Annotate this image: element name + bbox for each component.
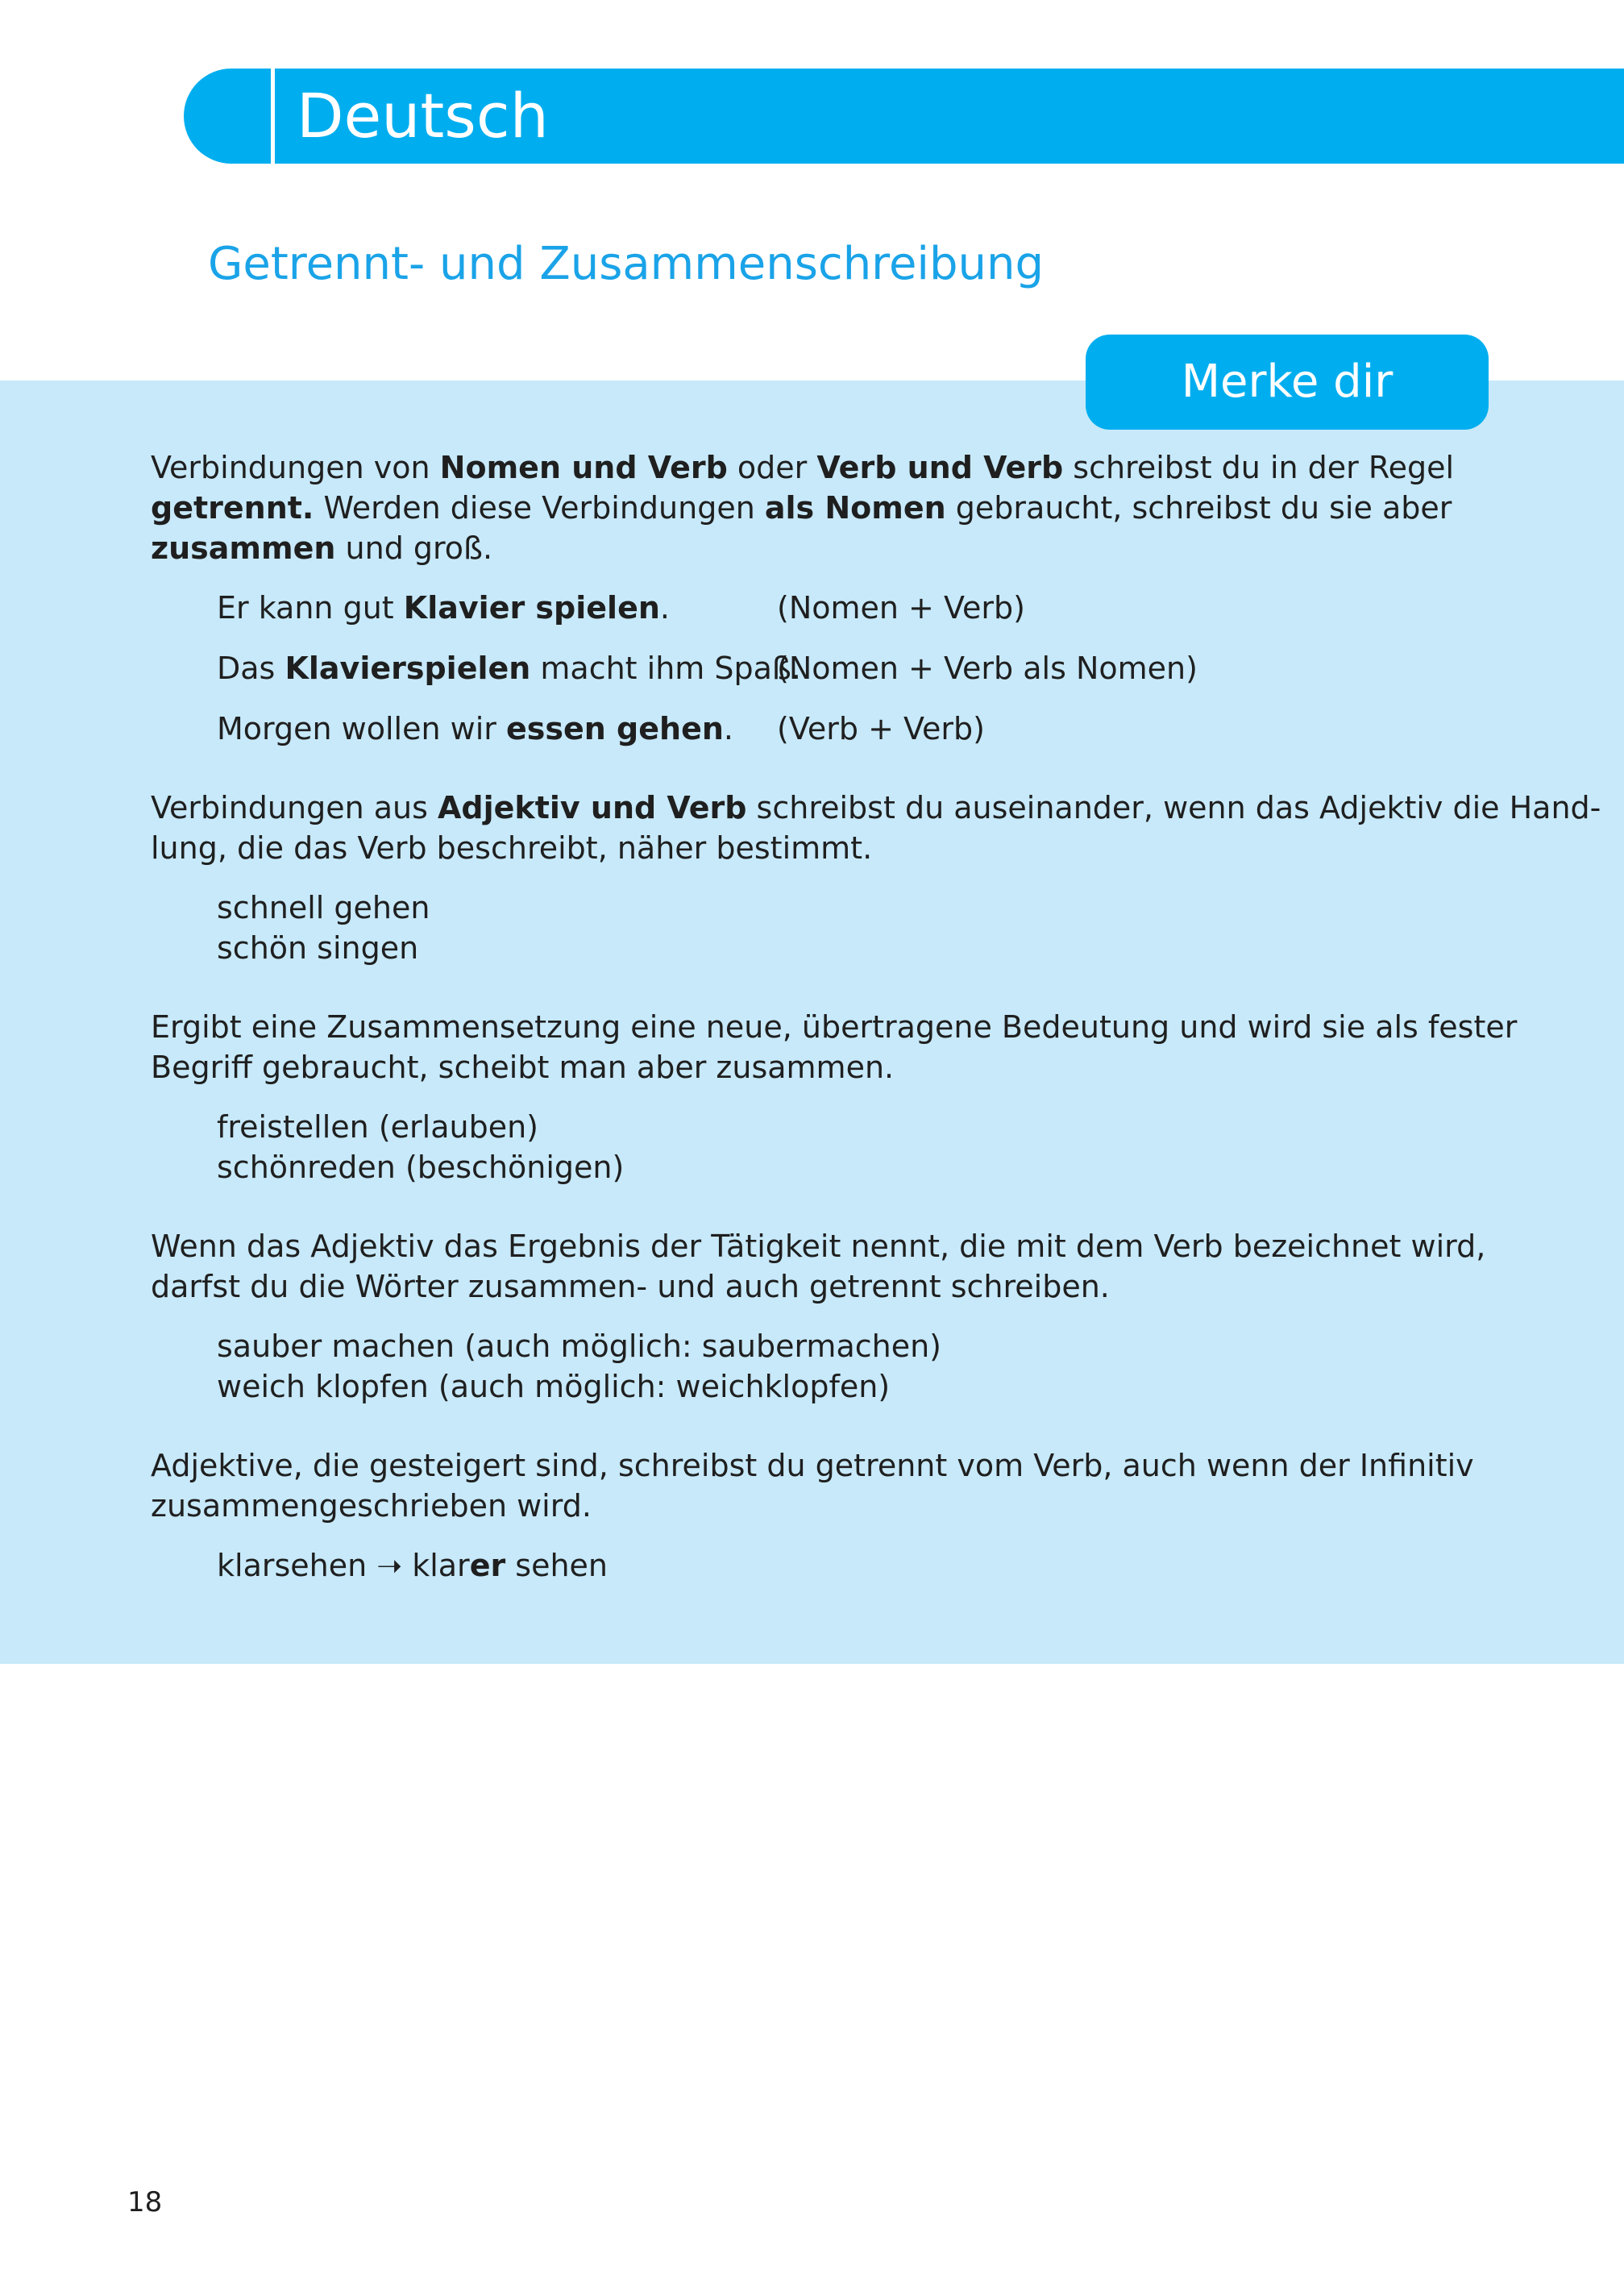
example-line: freistellen (erlauben): [217, 1109, 538, 1145]
rule-2: [151, 788, 1601, 868]
example-line: schnell gehen: [217, 890, 430, 925]
merke-content: [151, 447, 1601, 1586]
example-line: klarsehen ➝ klarer sehen: [217, 1548, 608, 1583]
examples-1: [217, 588, 1472, 749]
rule-3-line-2: Begriff gebraucht, scheibt man aber zusammen.: [151, 1050, 895, 1085]
banner-divider: [271, 69, 275, 164]
example-note: (Nomen + Verb): [777, 590, 1025, 626]
examples-2: [217, 888, 1472, 968]
example-sentence: Morgen wollen wir essen gehen.: [217, 711, 733, 746]
section-title: Getrennt- und Zusammenschreibung: [208, 238, 1045, 290]
example-note: (Verb + Verb): [777, 711, 985, 746]
example-row: [217, 588, 1472, 628]
rule-1-line-2: getrennt. Werden diese Verbindungen als Nomen gebraucht, schreibst du sie aber: [151, 490, 1452, 526]
rule-4: [151, 1226, 1486, 1307]
examples-5: [217, 1545, 1472, 1586]
arrow-right-icon: ➝: [376, 1548, 403, 1583]
rule-5: [151, 1445, 1472, 1526]
rule-3: [151, 1007, 1518, 1087]
rule-4-line-2: darfst du die Wörter zusammen- und auch getrennt schreiben.: [151, 1269, 1110, 1304]
example-sentence: Er kann gut Klavier spielen.: [217, 590, 670, 626]
example-line: weich klopfen (auch möglich: weichklopfen): [217, 1369, 891, 1404]
rule-1-line-3: zusammen und groß.: [151, 530, 493, 566]
example-line: sauber machen (auch möglich: saubermachen): [217, 1328, 941, 1364]
example-row: [217, 648, 1472, 688]
example-note: (Nomen + Verb als Nomen): [777, 651, 1198, 686]
merke-tab: Merke dir: [1086, 335, 1489, 430]
rule-3-line-1: Ergibt eine Zusammensetzung eine neue, übertragene Bedeutung und wird sie als fester: [151, 1009, 1518, 1045]
example-line: schönreden (beschönigen): [217, 1150, 625, 1185]
rule-5-line-1: Adjektive, die gesteigert sind, schreibst du getrennt vom Verb, auch wenn der Infinitiv: [151, 1448, 1474, 1483]
rule-4-line-1: Wenn das Adjektiv das Ergebnis der Tätigkeit nennt, die mit dem Verb bezeichnet wird,: [151, 1229, 1486, 1264]
rule-2-line-2: lung, die das Verb beschreibt, näher bestimmt.: [151, 830, 873, 866]
page-number: 18: [127, 2186, 163, 2218]
rule-1-line-1: Verbindungen von Nomen und Verb oder Verb und Verb schreibst du in der Regel: [151, 450, 1455, 485]
rule-1: [151, 447, 1472, 568]
example-sentence: Das Klavierspielen macht ihm Spaß.: [217, 651, 801, 686]
rule-5-line-2: zusammengeschrieben wird.: [151, 1488, 592, 1524]
subject-title: Deutsch: [297, 80, 549, 152]
subject-banner: [184, 69, 1624, 164]
rule-2-line-1: Verbindungen aus Adjektiv und Verb schreibst du auseinander, wenn das Adjektiv die Hand-: [151, 790, 1601, 825]
examples-3: [217, 1107, 1472, 1187]
examples-4: [217, 1326, 1472, 1407]
example-line: schön singen: [217, 930, 419, 966]
example-row: [217, 709, 1472, 749]
